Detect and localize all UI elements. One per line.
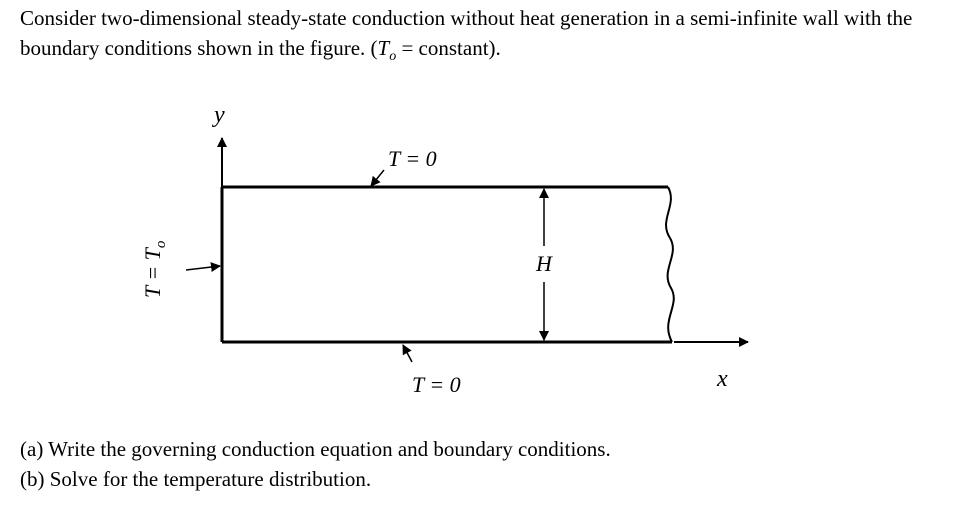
bottom-bc-label	[412, 372, 461, 397]
height-label: H	[536, 251, 552, 276]
bottom-bc-text: T = 0	[412, 372, 461, 397]
left-bc-text: T = T	[140, 248, 165, 298]
problem-intro-subscript: o	[389, 49, 397, 65]
wall-break-line	[666, 187, 674, 342]
question-a: (a) Write the governing conduction equation and boundary conditions.	[20, 437, 611, 461]
left-bc-subscript: o	[153, 240, 169, 249]
y-axis-label: y	[214, 102, 225, 128]
problem-intro-part2: = constant).	[396, 36, 501, 60]
problem-intro-part1: Consider two-dimensional steady-state conduction without heat generation in a semi-infinite wall with the boundary conditions shown in the figure. (	[20, 6, 913, 60]
top-bc-text: T = 0	[388, 146, 437, 171]
bottom-bc-arrow	[403, 345, 412, 362]
top-bc-arrow	[371, 170, 384, 186]
left-bc-label	[140, 240, 169, 298]
top-bc-label	[388, 146, 437, 171]
questions	[20, 434, 920, 494]
question-b: (b) Solve for the temperature distribution.	[20, 467, 372, 491]
left-bc-arrow	[186, 266, 220, 270]
problem-intro-T: T	[377, 36, 390, 60]
x-axis-label: x	[717, 366, 728, 392]
